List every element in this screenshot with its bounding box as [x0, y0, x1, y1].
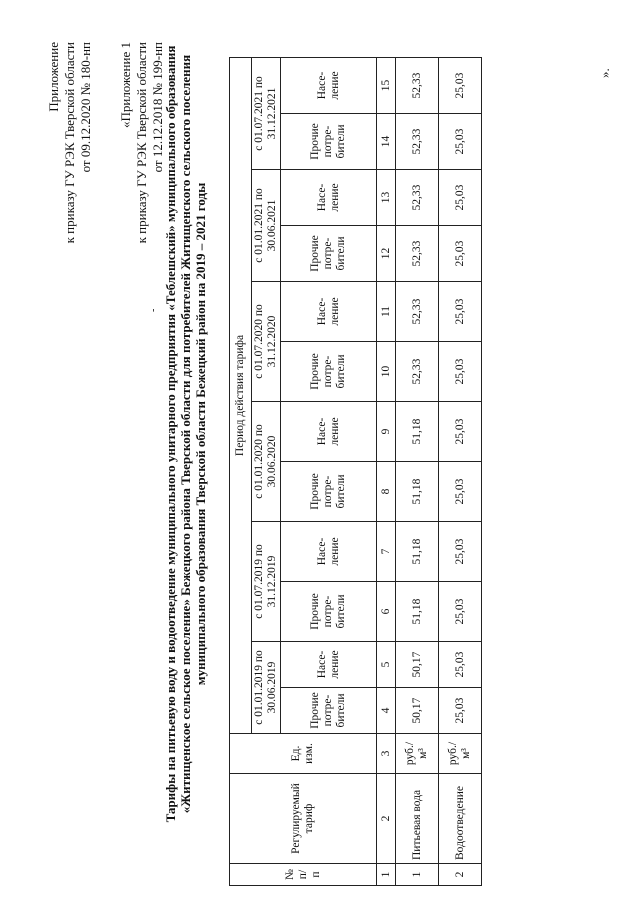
- period-header: с 01.01.2020 по 30.06.2020: [252, 402, 281, 522]
- tariff-value: 25,03: [439, 522, 482, 582]
- row-num: 1: [396, 864, 439, 886]
- tariff-value: 25,03: [439, 226, 482, 282]
- period-header: с 01.01.2019 по 30.06.2019: [252, 642, 281, 734]
- column-number: 9: [377, 402, 396, 462]
- column-number: 15: [377, 58, 396, 114]
- consumer-other: Прочие потре-бители: [281, 462, 377, 522]
- appendix-line: от 12.12.2018 № 199-нп: [150, 42, 165, 173]
- tariff-value: 25,03: [439, 58, 482, 114]
- tariff-value: 25,03: [439, 170, 482, 226]
- column-number: 3: [377, 734, 396, 774]
- tariff-value: 51,18: [396, 462, 439, 522]
- column-number: 12: [377, 226, 396, 282]
- consumer-other: Прочие потре-бители: [281, 226, 377, 282]
- document-title: [163, 34, 208, 834]
- tariff-value: 25,03: [439, 688, 482, 734]
- tariff-value: 25,03: [439, 402, 482, 462]
- column-number: 4: [377, 688, 396, 734]
- appendix-header: [46, 42, 94, 243]
- column-number: 5: [377, 642, 396, 688]
- tariff-value: 52,33: [396, 226, 439, 282]
- consumer-other: Прочие потре-бители: [281, 688, 377, 734]
- tariff-value: 25,03: [439, 282, 482, 342]
- column-number: 13: [377, 170, 396, 226]
- appendix-line: Приложение: [46, 42, 61, 112]
- tariff-value: 51,18: [396, 582, 439, 642]
- table-row: [396, 58, 439, 886]
- title-line: Тарифы на питьевую воду и водоотведение муниципального унитарного предприятия «Теблешский» муниципального образования: [163, 45, 178, 823]
- title-line: муниципального образования Тверской области Бежецкий район на 2019 – 2021 годы: [193, 182, 208, 686]
- consumer-population: Насе-ление: [281, 402, 377, 462]
- tariff-value: 52,33: [396, 170, 439, 226]
- period-header: с 01.07.2020 по 31.12.2020: [252, 282, 281, 402]
- tariff-value: 51,18: [396, 402, 439, 462]
- appendix-line: к приказу ГУ РЭК Тверской области: [62, 42, 77, 244]
- header-num: № п/п: [230, 864, 377, 886]
- consumer-population: Насе-ление: [281, 642, 377, 688]
- column-number: 8: [377, 462, 396, 522]
- table-row: [439, 58, 482, 886]
- period-header: с 01.07.2019 по 31.12.2019: [252, 522, 281, 642]
- header-unit: Ед. изм.: [230, 734, 377, 774]
- appendix-line: «Приложение 1: [118, 42, 133, 129]
- title-line: «Житищенское сельское поселение» Бежецкого района Тверской области для потребителей Житищенского сельского поселения: [178, 54, 193, 814]
- tariff-value: 52,33: [396, 114, 439, 170]
- stray-mark: -: [148, 308, 159, 312]
- tariff-value: 25,03: [439, 582, 482, 642]
- appendix-line: к приказу ГУ РЭК Тверской области: [134, 42, 149, 244]
- column-number: 7: [377, 522, 396, 582]
- period-header: с 01.01.2021 по 30.06.2021: [252, 170, 281, 282]
- appendix-line: от 09.12.2020 № 180-нп: [78, 42, 93, 173]
- row-num: 2: [439, 864, 482, 886]
- consumer-population: Насе-ление: [281, 170, 377, 226]
- tariff-value: 25,03: [439, 642, 482, 688]
- tariff-value: 25,03: [439, 114, 482, 170]
- tariff-value: 51,18: [396, 522, 439, 582]
- tariff-table: [229, 57, 482, 886]
- column-number-row: [377, 58, 396, 886]
- column-number: 2: [377, 774, 396, 864]
- tariff-value: 52,33: [396, 58, 439, 114]
- column-number: 1: [377, 864, 396, 886]
- tariff-value: 50,17: [396, 642, 439, 688]
- closing-quote: ».: [597, 68, 612, 78]
- previous-appendix-header: [118, 42, 166, 243]
- header-period: Период действия тарифа: [230, 58, 252, 734]
- consumer-population: Насе-ление: [281, 522, 377, 582]
- period-header: с 01.07.2021 по 31.12.2021: [252, 58, 281, 170]
- column-number: 6: [377, 582, 396, 642]
- consumer-other: Прочие потре-бители: [281, 114, 377, 170]
- consumer-population: Насе-ление: [281, 282, 377, 342]
- tariff-value: 52,33: [396, 282, 439, 342]
- tariff-value: 50,17: [396, 688, 439, 734]
- consumer-other: Прочие потре-бители: [281, 582, 377, 642]
- tariff-value: 25,03: [439, 342, 482, 402]
- row-unit: руб./м³: [439, 734, 482, 774]
- column-number: 11: [377, 282, 396, 342]
- column-number: 14: [377, 114, 396, 170]
- header-tariff: Регулируемый тариф: [230, 774, 377, 864]
- column-number: 10: [377, 342, 396, 402]
- row-unit: руб./м³: [396, 734, 439, 774]
- consumer-population: Насе-ление: [281, 58, 377, 114]
- row-tariff-name: Питьевая вода: [396, 774, 439, 864]
- consumer-other: Прочие потре-бители: [281, 342, 377, 402]
- tariff-value: 52,33: [396, 342, 439, 402]
- tariff-value: 25,03: [439, 462, 482, 522]
- row-tariff-name: Водоотведение: [439, 774, 482, 864]
